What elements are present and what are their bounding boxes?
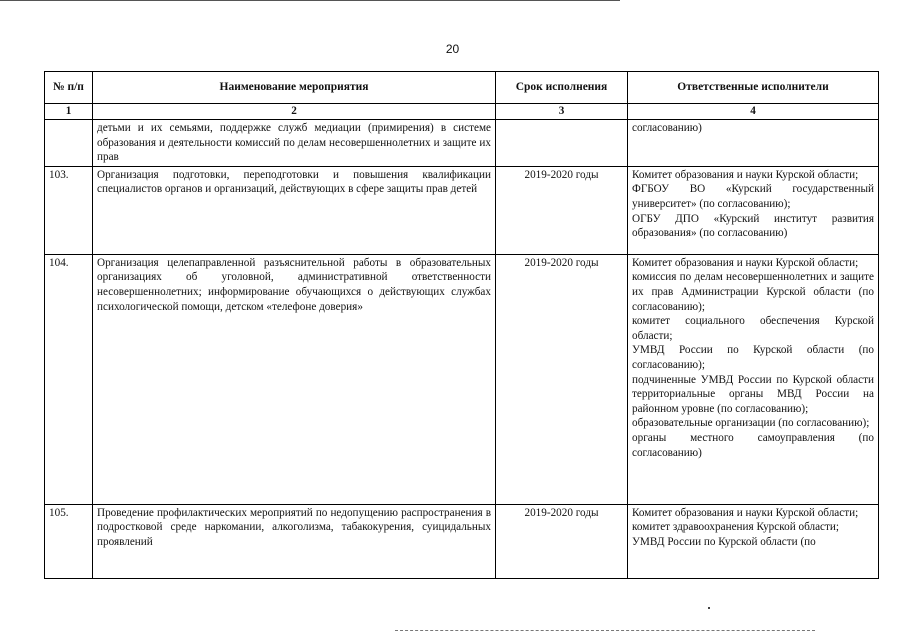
term: 2019-2020 годы [496,504,628,578]
responsible-cell [628,120,879,167]
responsible-entry: комиссия по делам несовершеннолетних и защите их прав Администрации Курской области (по согласованию); [632,271,874,313]
measure-name: Организация подготовки, переподготовки и повышения квалификации специалистов органов и организаций, действующих в сфере защиты прав детей [93,166,496,254]
responsible-entry: подчиненные УМВД России по Курской области территориальные органы МВД России на районном уровне (по согласованию); [632,373,874,415]
term [496,120,628,167]
table-row [45,254,879,504]
table-row [45,166,879,254]
column-number: 3 [496,104,628,120]
responsible-cell [628,254,879,504]
responsible-entry: согласованию) [632,122,702,134]
column-number: 1 [45,104,93,120]
responsible-entry: комитет социального обеспечения Курской области; [632,315,874,342]
row-number: 104. [45,254,93,504]
row-number: 105. [45,504,93,578]
column-number: 2 [93,104,496,120]
term: 2019-2020 годы [496,166,628,254]
measures-table [44,71,879,579]
responsible-entry: УМВД России по Курской области (по [632,535,816,548]
responsible-entry: Комитет образования и науки Курской области; [632,168,859,181]
table-row [45,120,879,167]
responsible-entry: Комитет образования и науки Курской области; [632,256,859,269]
measure-name: Проведение профилактических мероприятий по недопущению распространения в подростковой среде наркомании, алкоголизма, табакокурения, суицидальных проявлений [93,504,496,578]
measure-name: детьми и их семьями, поддержке служб медиации (примирения) в системе образования и деятельности комиссий по делам несовершеннолетних и защите их прав [93,120,496,167]
measure-name: Организация целепаправленной разъяснительной работы в образовательных организациях об уголовной, административной ответственности несовершеннолетних; информирование обучающихся о действующих службах психологической помощи, детском «телефоне доверия» [93,254,496,504]
responsible-entry: УМВД России по Курской области (по согласованию); [632,344,874,371]
table-row [45,504,879,578]
scan-speck [708,607,710,609]
header-term: Срок исполнения [496,72,628,104]
responsible-cell [628,166,879,254]
header-num: № п/п [45,72,93,104]
responsible-entry: ОГБУ ДПО «Курский институт развития образования» (по согласованию) [632,212,874,240]
top-rule [0,0,620,1]
page-number: 20 [445,42,460,56]
responsible-entry: образовательные организации (по согласованию); [632,417,870,430]
table-header-row [45,72,879,104]
column-number: 4 [628,104,879,120]
row-number: 103. [45,166,93,254]
term: 2019-2020 годы [496,254,628,504]
responsible-entry: комитет здравоохранения Курской области; [632,521,839,534]
column-numbers-row [45,104,879,120]
responsible-entry: органы местного самоуправления (по согласованию) [632,431,874,459]
header-name: Наименование мероприятия [93,72,496,104]
header-responsible: Ответственные исполнители [628,72,879,104]
responsible-cell [628,504,879,578]
responsible-entry: Комитет образования и науки Курской области; [632,506,859,519]
row-number [45,120,93,167]
responsible-entry: ФГБОУ ВО «Курский государственный университет» (по согласованию); [632,183,874,210]
bottom-scan-line [395,630,815,631]
